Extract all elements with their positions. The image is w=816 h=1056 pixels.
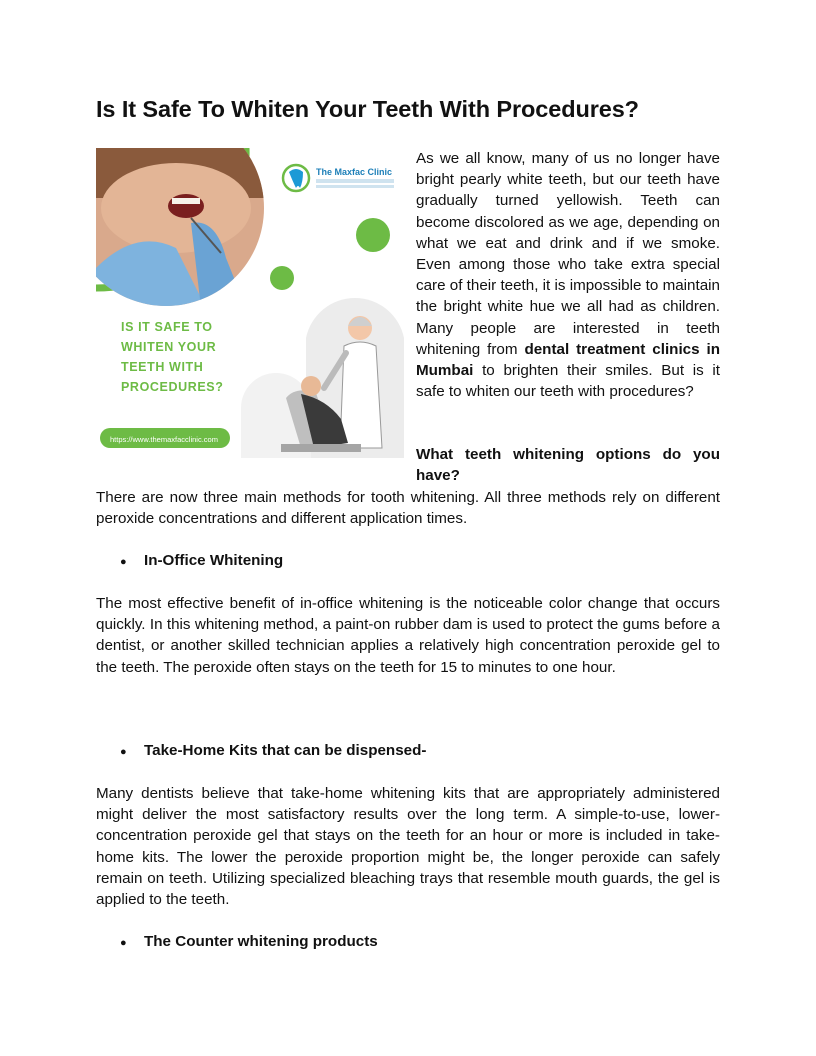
bullet-in-office: ● In-Office Whitening	[120, 550, 283, 573]
article-illustration	[96, 148, 404, 458]
brand-name: The Maxfac Clinic	[316, 167, 393, 177]
green-dot-large	[356, 218, 390, 252]
clinic-link-text: dental treatment clinics in Mumbai	[416, 340, 720, 380]
svg-text:PROCEDURES?: PROCEDURES?	[121, 380, 224, 394]
bullet-take-home: ● Take-Home Kits that can be dispensed-	[120, 740, 426, 763]
bullet-icon: ●	[120, 937, 127, 949]
clinic-logo	[283, 165, 394, 191]
figure-headline	[121, 320, 223, 394]
options-heading: What teeth whitening options do you have?	[416, 446, 720, 485]
intro-paragraph: As we all know, many of us no longer have bright pearly white teeth, but our teeth have gradually turned yellowish. Teeth can become discolored as we age, depending on what we eat and drink and if we smoke. Even among those who take extra special care of their teeth, it is impossible to maintain the bright white hue we all had as children. Many people are interested in teeth whitening from dental treatment clinics in Mumbai to brighten their smiles. But is it safe to whiten our teeth with procedures?	[416, 150, 720, 401]
patient-photo	[96, 148, 266, 308]
svg-text:TEETH WITH: TEETH WITH	[121, 360, 204, 374]
take-home-paragraph: Many dentists believe that take-home whitening kits that are appropriately administered might deliver the most satisfactory results over the long term. A simple-to-use, lower-concentration peroxide gel that stays on the teeth for an hour or more is included in take-home kits. The lower the peroxide proportion might be, the longer peroxide can safely remain on teeth. Utilizing specialized bleaching trays that resemble mouth guards, the gel is applied to the teeth.	[96, 785, 720, 909]
bullet-icon: ●	[120, 746, 127, 758]
bullet-icon: ●	[120, 556, 127, 568]
bullet-counter-products: ● The Counter whitening products	[120, 931, 378, 954]
in-office-paragraph: The most effective benefit of in-office whitening is the noticeable color change that occurs quickly. In this whitening method, a paint-on rubber dam is used to protect the gums before a dentist, or another skilled technician applies a relatively high concentration peroxide gel to the teeth. The peroxide often stays on the teeth for 15 to minutes to one hour.	[96, 595, 720, 676]
illustration-graphic	[96, 148, 404, 458]
url-pill	[100, 428, 230, 448]
methods-intro: There are now three main methods for tooth whitening. All three methods rely on different peroxide concentrations and different application times.	[96, 489, 720, 528]
svg-text:IS IT SAFE TO: IS IT SAFE TO	[121, 320, 213, 334]
svg-text:WHITEN YOUR: WHITEN YOUR	[121, 340, 217, 354]
page-title: Is It Safe To Whiten Your Teeth With Procedures?	[96, 96, 639, 122]
green-dot-small	[270, 266, 294, 290]
figure-url: https://www.themaxfacclinic.com	[110, 435, 218, 444]
